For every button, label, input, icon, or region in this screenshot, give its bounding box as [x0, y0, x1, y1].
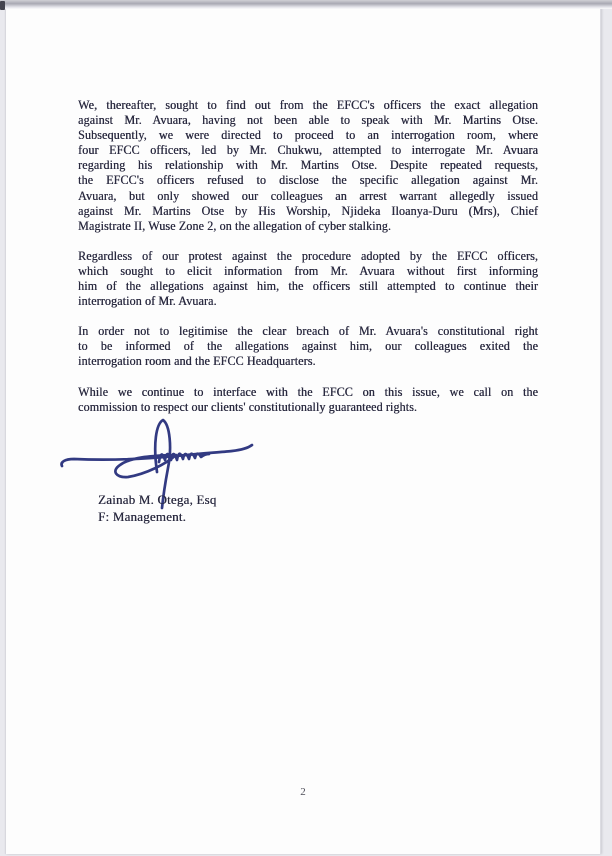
text-line: In order not to legitimise the clear breach of Mr. Avuara's constitutional right: [78, 324, 538, 339]
text-line: the EFCC's officers refused to disclose the specific allegation against Mr.: [78, 173, 538, 188]
scan-corner-mark: [0, 1, 5, 10]
text-line: Avuara, but only showed our colleagues an arrest warrant allegedly issued: [78, 188, 538, 203]
text-line: to be informed of the allegations against him, our colleagues exited the: [78, 339, 538, 354]
signatory-role: F: Management.: [98, 509, 187, 524]
document-page: [6, 8, 601, 854]
paragraph: [78, 324, 538, 369]
text-line: against Mr. Martins Otse by His Worship, Njideka Iloanya-Duru (Mrs), Chief: [78, 203, 538, 218]
text-line: commission to respect our clients' constitutionally guaranteed rights.: [78, 399, 417, 414]
paragraph: [78, 249, 538, 309]
scan-top-edge: [0, 0, 612, 9]
signatory-name: Zainab M. Otega, Esq: [98, 492, 217, 507]
signature-block: [98, 491, 216, 525]
text-line: We, thereafter, sought to find out from the EFCC's officers the exact allegation: [78, 98, 538, 112]
paragraph: [78, 98, 538, 234]
text-line: Regardless of our protest against the procedure adopted by the EFCC officers,: [78, 248, 538, 263]
text-line: him of the allegations against him, the officers still attempted to continue their: [78, 279, 538, 294]
text-line: regarding his relationship with Mr. Martins Otse. Despite repeated requests,: [78, 158, 538, 173]
page-number: 2: [300, 786, 306, 798]
text-line: Magistrate II, Wuse Zone 2, on the allegation of cyber stalking.: [78, 218, 391, 233]
text-line: which sought to elicit information from Mr. Avuara without first informing: [78, 263, 538, 278]
body-text: [78, 98, 538, 430]
text-line: While we continue to interface with the EFCC on this issue, we call on the: [78, 384, 538, 399]
text-line: Subsequently, we were directed to proceed to an interrogation room, where: [78, 128, 538, 143]
text-line: against Mr. Avuara, having not been able to speak with Mr. Martins Otse.: [78, 113, 538, 128]
text-line: four EFCC officers, led by Mr. Chukwu, attempted to interrogate Mr. Avuara: [78, 143, 538, 158]
text-line: interrogation room and the EFCC Headquarters.: [78, 354, 316, 369]
text-line: interrogation of Mr. Avuara.: [78, 294, 217, 309]
